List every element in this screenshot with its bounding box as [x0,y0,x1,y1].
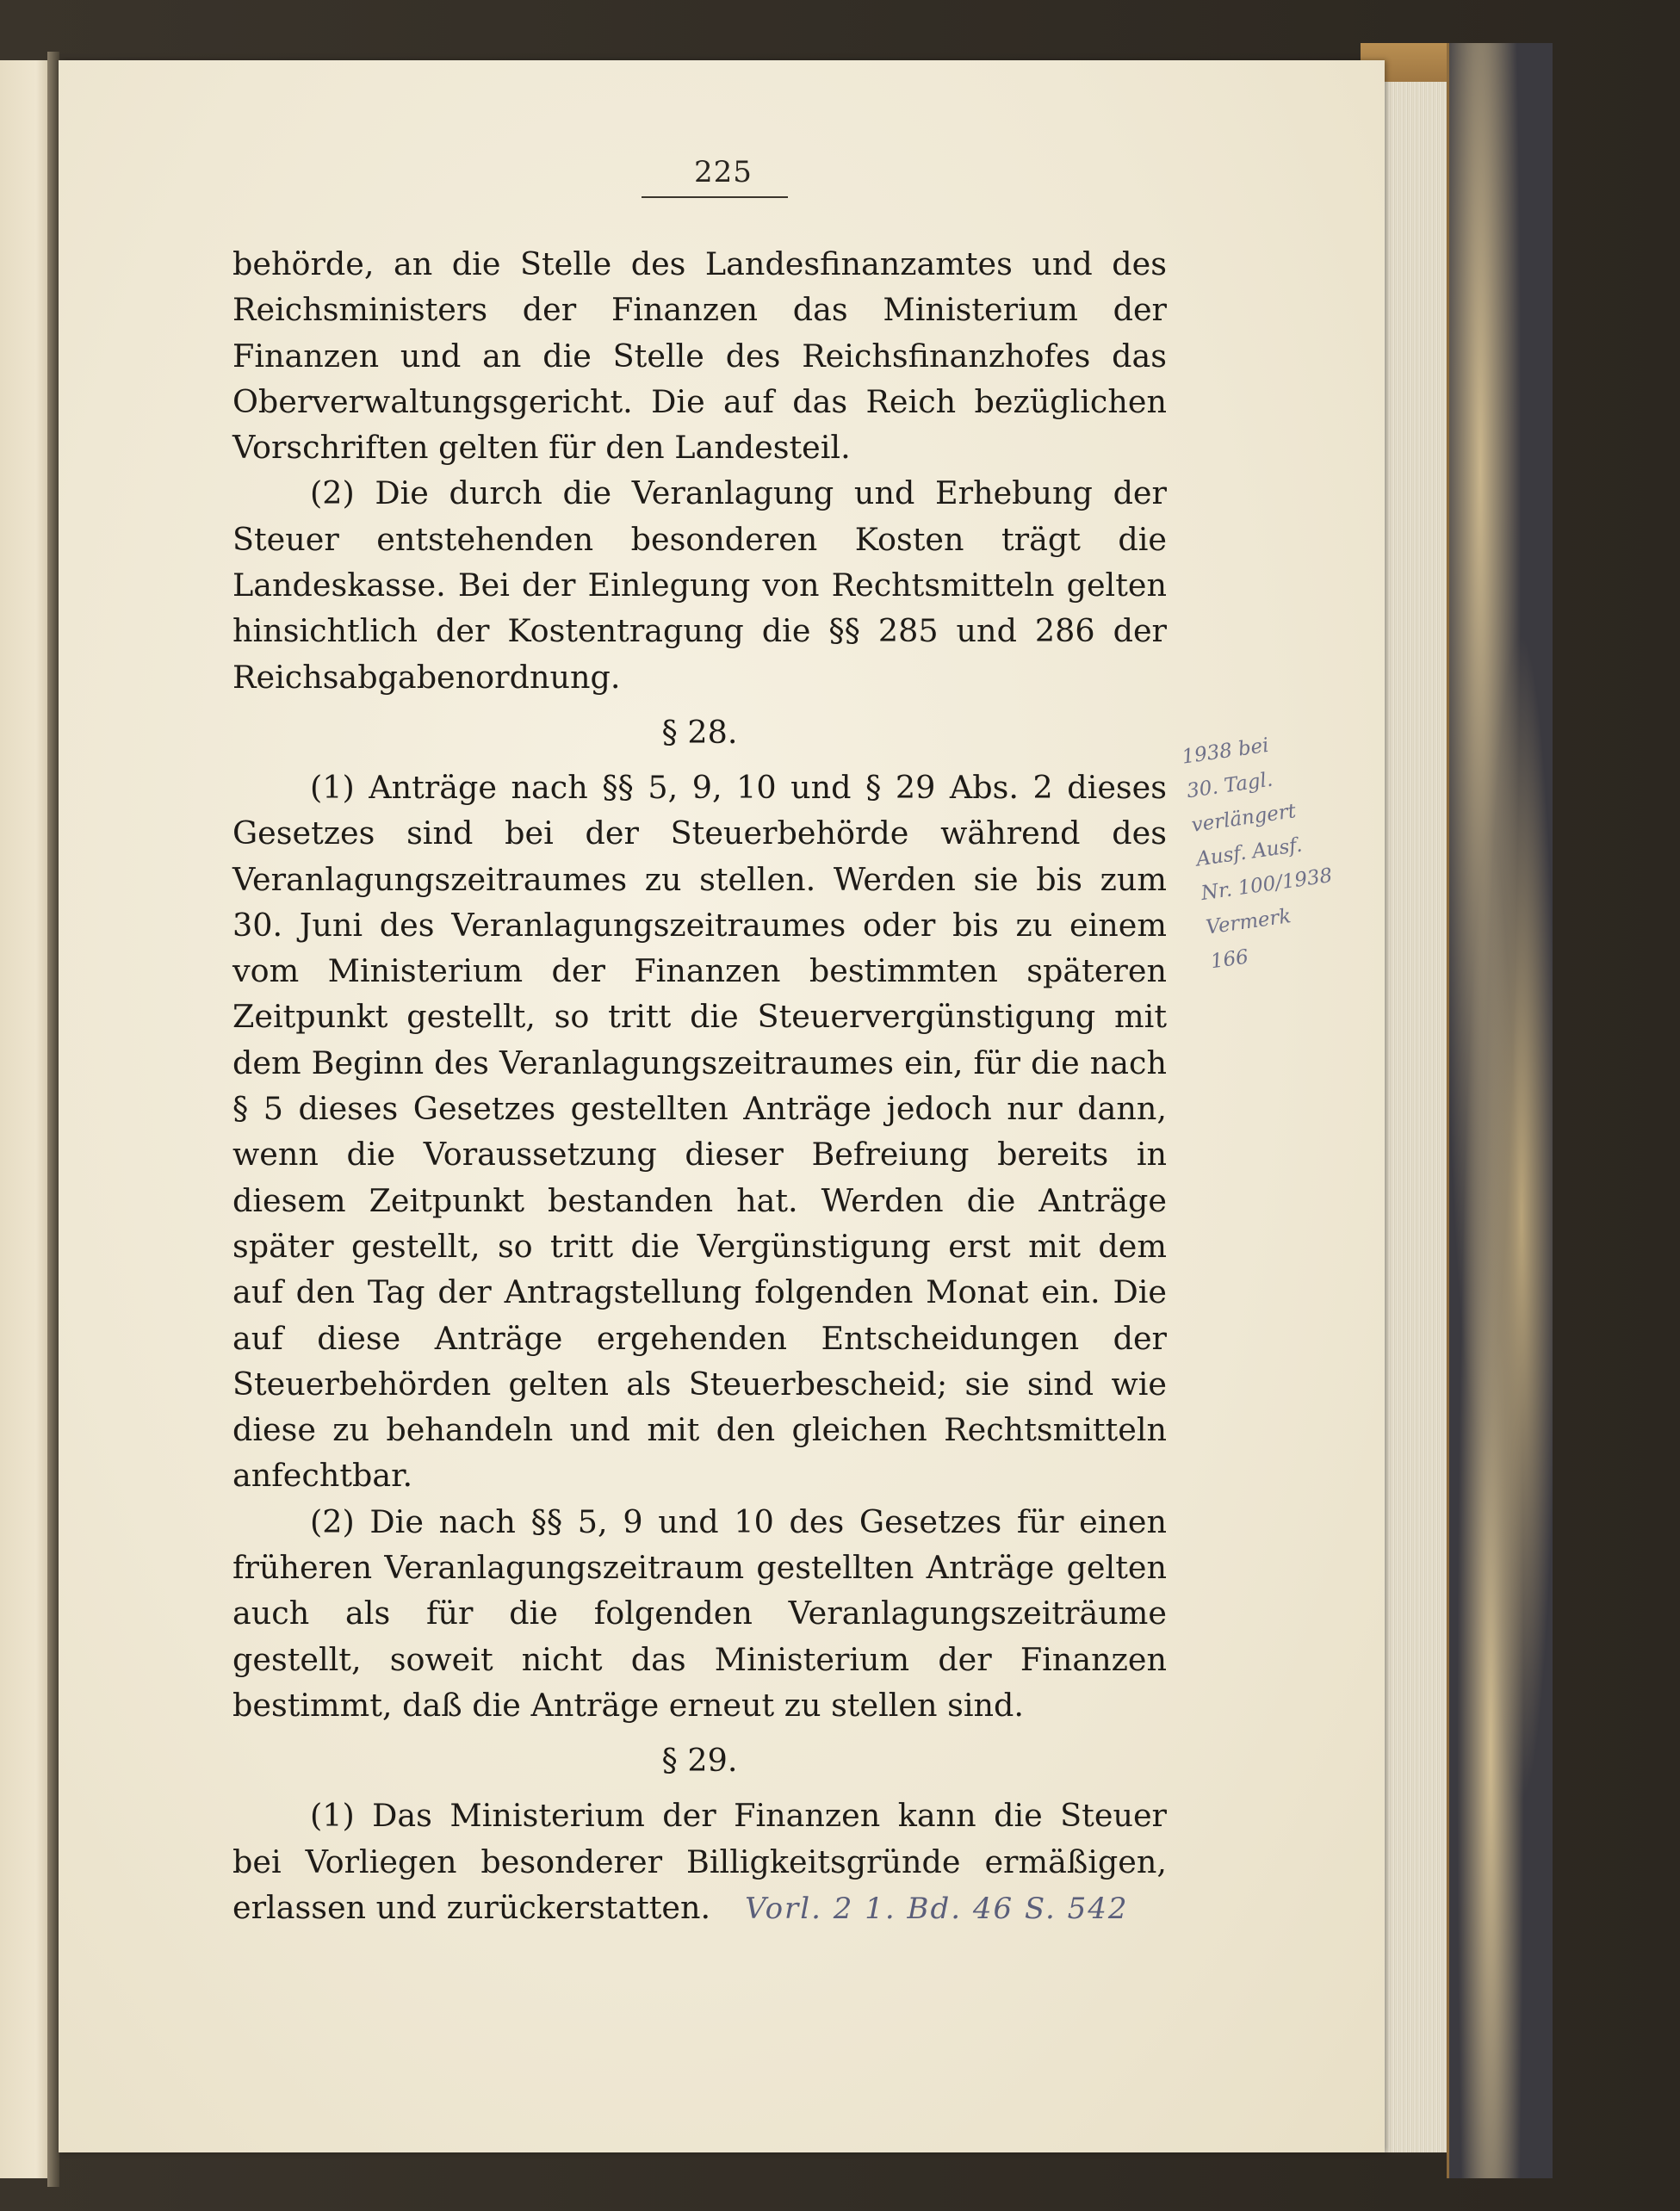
section-heading: § 29. [661,1742,738,1780]
paragraph: (1) Das Ministerium der Finanzen kann die Steuer bei Vorliegen besonderer Billigkeitsgründe ermäßigen, erlassen und zurückerstatten. Vorl. 2 1. Bd. 46 S. 542 [232,1797,1167,1926]
page-number-rule [642,196,788,198]
left-page-edge [0,60,52,2178]
page-text-body [232,241,1167,1932]
margin-note-line: Ausf. Ausf. [1194,833,1304,871]
margin-note-line: Vermerk [1204,905,1293,939]
margin-note-line: 166 [1209,945,1250,974]
marbled-book-cover [1447,43,1553,2178]
handwritten-margin-note [1180,715,1392,980]
page-number: 225 [694,155,753,189]
margin-note-line: verlängert [1190,800,1298,837]
margin-note-line: 1938 bei [1180,734,1271,769]
paragraph: (2) Die nach §§ 5, 9 und 10 des Gesetzes für einen früheren Veranlagungszeitraum gestellten Anträge gelten auch als für die folgenden Veranlagungszeiträume gestellt, soweit nicht das Ministerium der Finanzen bestimmt, daß die Anträge erneut zu stellen sind. [232,1502,1167,1724]
section-heading: § 28. [661,713,738,751]
handwritten-inline-note: Vorl. 2 1. Bd. 46 S. 542 [745,1891,1129,1926]
paragraph: (1) Anträge nach §§ 5, 9, 10 und § 29 Abs. 2 dieses Gesetzes sind bei der Steuerbehörde während des Veranlagungszeitraumes zu stellen. Werden sie bis zum 30. Juni des Veranlagungszeitraumes oder bis zu einem vom Ministerium der Finanzen bestimmten späteren Zeitpunkt gestellt, so tritt die Steuervergünstigung mit dem Beginn des Veranlagungszeitraumes ein, für die nach § 5 dieses Gesetzes gestellten Anträge jedoch nur dann, wenn die Voraussetzung dieser Befreiung bereits in diesem Zeitpunkt bestanden hat. Werden die Anträge später gestellt, so tritt die Vergünstigung erst mit dem auf den Tag der Antragstellung folgenden Monat ein. Die auf diese Anträge ergehenden Entscheidungen der Steuerbehörden gelten als Steuerbescheid; sie sind wie diese zu behandeln und mit den gleichen Rechtsmitteln anfechtbar. [232,768,1167,1495]
margin-note-line: 30. Tagl. [1185,768,1274,803]
book-gutter [47,52,59,2187]
paragraph: (2) Die durch die Veranlagung und Erhebung der Steuer entstehenden besonderen Kosten trägt die Landeskasse. Bei der Einlegung von Rechtsmitteln gelten hinsichtlich der Kostentragung die §§ 285 und 286 der Reichsabgabenordnung. [232,474,1167,696]
page-edges [1382,82,1451,2152]
margin-note-line: Nr. 100/1938 [1200,864,1334,906]
paragraph: behörde, an die Stelle des Landesfinanzamtes und des Reichsministers der Finanzen das Ministerium der Finanzen und an die Stelle des Reichsfinanzhofes das Oberverwaltungsgericht. Die auf das Reich bezüglichen Vorschriften gelten für den Landesteil. [232,245,1167,467]
